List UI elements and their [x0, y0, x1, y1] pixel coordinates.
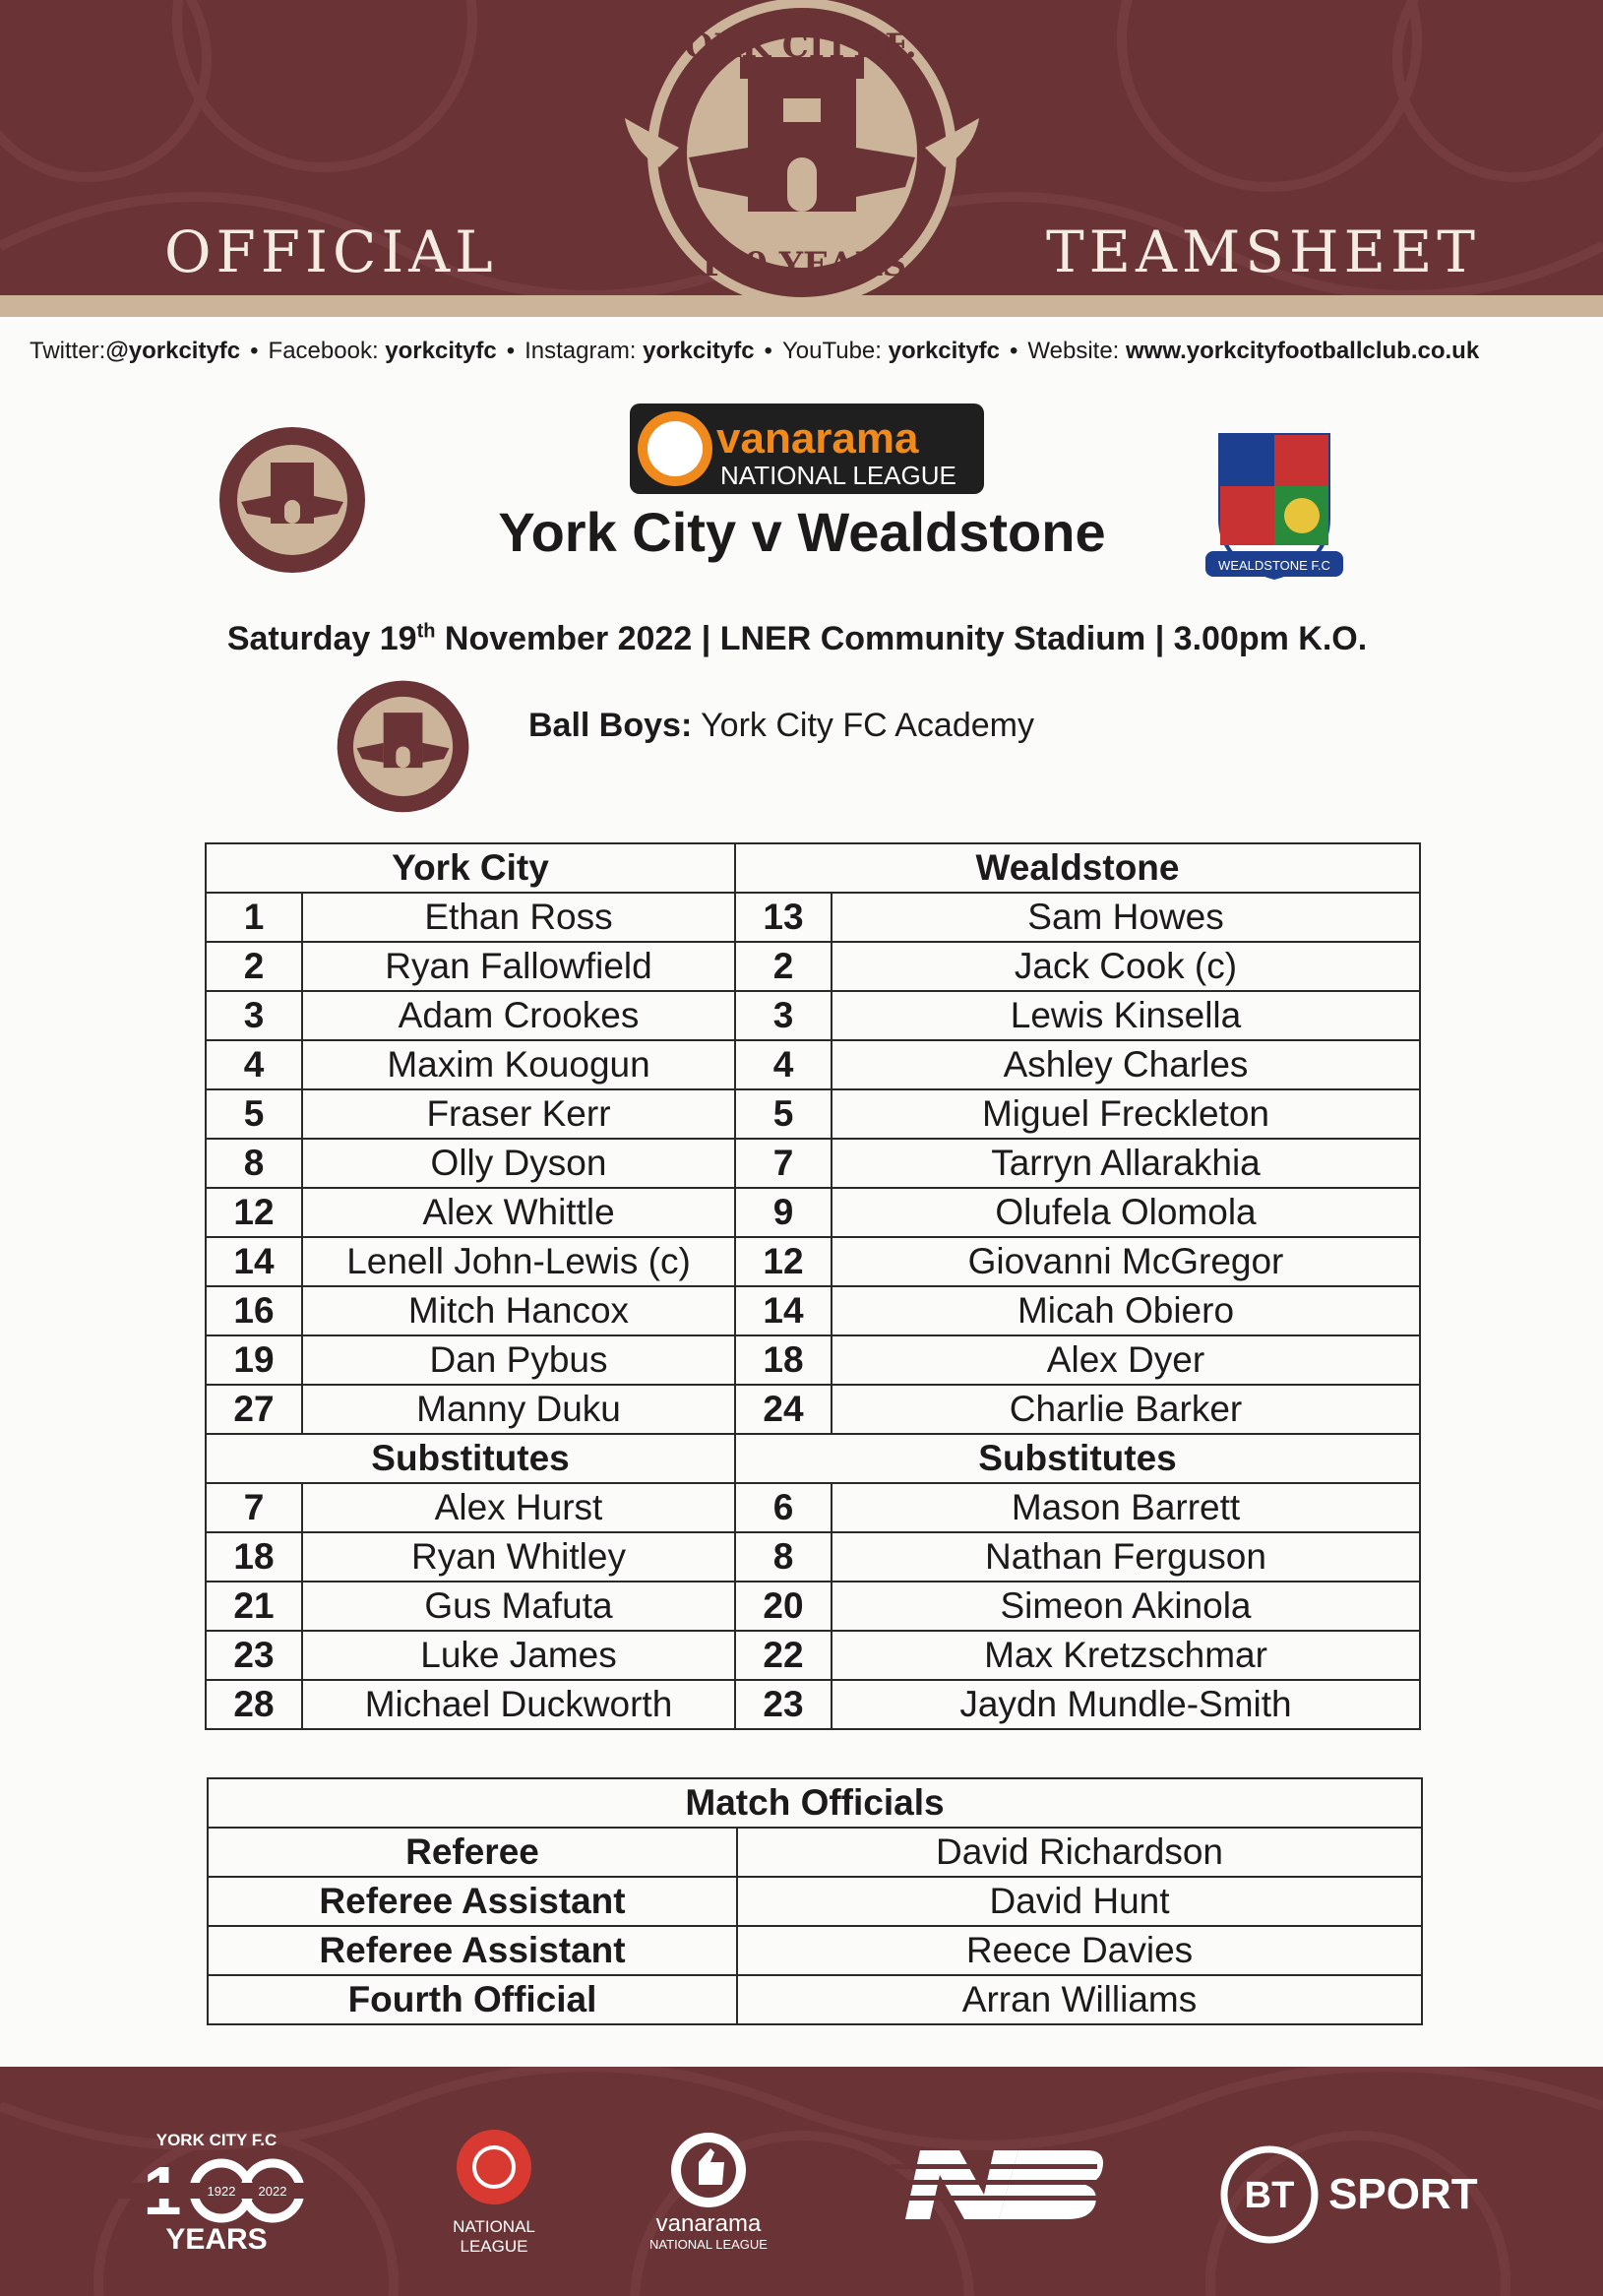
vanarama-footer-sub: NATIONAL LEAGUE	[649, 2237, 768, 2252]
away-sub-name: Simeon Akinola	[832, 1582, 1420, 1631]
match-venue: LNER Community Stadium	[719, 620, 1146, 657]
match-officials-table	[207, 1777, 1423, 2025]
vanarama-footer-name: vanarama	[655, 2210, 762, 2237]
match-date-rest: November 2022	[435, 620, 693, 657]
york-city-crest-large	[590, 0, 1014, 325]
home-player-number: 5	[206, 1089, 302, 1139]
website-label: Website:	[1027, 338, 1120, 364]
wealdstone-crest-text: WEALDSTONE F.C	[1218, 558, 1330, 573]
separator-dot: •	[764, 338, 772, 364]
home-player-number: 16	[206, 1286, 302, 1335]
home-player-number: 1	[206, 893, 302, 942]
home-sub-name: Ryan Whitley	[302, 1532, 735, 1582]
social-links-line	[30, 338, 1574, 371]
home-player-name: Adam Crookes	[302, 991, 735, 1040]
table-row	[206, 1335, 1420, 1385]
table-row	[208, 1828, 1422, 1877]
match-kickoff: 3.00pm K.O.	[1173, 620, 1368, 657]
ball-boys-label: Ball Boys:	[528, 707, 693, 744]
home-player-name: Maxim Kouogun	[302, 1040, 735, 1089]
away-player-number: 5	[735, 1089, 832, 1139]
table-row	[206, 1286, 1420, 1335]
home-sub-number: 28	[206, 1680, 302, 1729]
table-row	[208, 1975, 1422, 2024]
table-row	[206, 1040, 1420, 1089]
away-player-name: Tarryn Allarakhia	[832, 1139, 1420, 1188]
away-sub-name: Nathan Ferguson	[832, 1532, 1420, 1582]
home-player-number: 4	[206, 1040, 302, 1089]
bt-left-text: BT	[1244, 2175, 1295, 2216]
away-sub-name: Max Kretzschmar	[832, 1631, 1420, 1680]
away-player-number: 14	[735, 1286, 832, 1335]
home-sub-number: 23	[206, 1631, 302, 1680]
instagram-handle[interactable]: yorkcityfc	[643, 338, 755, 364]
away-player-number: 7	[735, 1139, 832, 1188]
table-row	[206, 1237, 1420, 1286]
away-sub-number: 22	[735, 1631, 832, 1680]
away-player-number: 3	[735, 991, 832, 1040]
home-substitutes-label: Substitutes	[206, 1434, 735, 1483]
table-row	[206, 991, 1420, 1040]
home-player-number: 8	[206, 1139, 302, 1188]
official-name: David Hunt	[737, 1877, 1422, 1926]
centenary-year-left: 1922	[207, 2184, 236, 2199]
home-player-number: 14	[206, 1237, 302, 1286]
separator-dot: •	[506, 338, 516, 364]
table-row	[206, 1188, 1420, 1237]
details-separator: |	[692, 620, 720, 657]
youtube-handle[interactable]: yorkcityfc	[888, 338, 1000, 364]
teams-header-row	[206, 843, 1420, 893]
website-link[interactable]: www.yorkcityfootballclub.co.uk	[1126, 338, 1480, 364]
vanarama-national-league-logo	[630, 403, 984, 494]
official-role: Referee Assistant	[208, 1877, 737, 1926]
vanarama-footer-logo	[640, 2131, 777, 2254]
home-player-number: 27	[206, 1385, 302, 1434]
match-officials-title: Match Officials	[208, 1778, 1422, 1828]
crest-bottom-text: 100 YEARS	[697, 245, 907, 284]
officials-header-row	[208, 1778, 1422, 1828]
table-row	[206, 1680, 1420, 1729]
crest-top-text: YORK CITY F.C	[660, 27, 944, 66]
home-sub-name: Luke James	[302, 1631, 735, 1680]
home-player-name: Manny Duku	[302, 1385, 735, 1434]
footer-band	[0, 2067, 1603, 2296]
national-league-logo	[448, 2126, 541, 2259]
away-player-name: Charlie Barker	[832, 1385, 1420, 1434]
away-player-number: 9	[735, 1188, 832, 1237]
away-player-name: Sam Howes	[832, 893, 1420, 942]
twitter-handle[interactable]: @yorkcityfc	[105, 338, 241, 364]
table-row	[206, 1089, 1420, 1139]
york-city-crest-ballboys	[330, 677, 477, 815]
table-row	[206, 893, 1420, 942]
home-player-name: Mitch Hancox	[302, 1286, 735, 1335]
national-league-line1: NATIONAL	[453, 2217, 535, 2236]
centenary-top-text: YORK CITY F.C	[155, 2131, 277, 2149]
instagram-label: Instagram:	[524, 338, 637, 364]
national-league-line2: LEAGUE	[460, 2237, 528, 2256]
table-row	[208, 1877, 1422, 1926]
match-day-suffix: th	[416, 620, 436, 643]
home-sub-number: 18	[206, 1532, 302, 1582]
home-sub-name: Michael Duckworth	[302, 1680, 735, 1729]
official-role: Fourth Official	[208, 1975, 737, 2024]
centenary-year-right: 2022	[258, 2184, 287, 2199]
table-row	[208, 1926, 1422, 1975]
header-teamsheet-word: TEAMSHEET	[1046, 218, 1480, 285]
home-player-name: Ryan Fallowfield	[302, 942, 735, 991]
official-name: Reece Davies	[737, 1926, 1422, 1975]
away-player-name: Jack Cook (c)	[832, 942, 1420, 991]
away-player-name: Lewis Kinsella	[832, 991, 1420, 1040]
official-role: Referee Assistant	[208, 1926, 737, 1975]
away-player-number: 2	[735, 942, 832, 991]
separator-dot: •	[1010, 338, 1018, 364]
official-role: Referee	[208, 1828, 737, 1877]
home-player-name: Dan Pybus	[302, 1335, 735, 1385]
wealdstone-crest	[1201, 425, 1348, 588]
home-team-name: York City	[206, 843, 735, 893]
away-player-name: Giovanni McGregor	[832, 1237, 1420, 1286]
bt-sport-logo	[1220, 2145, 1486, 2244]
away-player-number: 24	[735, 1385, 832, 1434]
centenary-bottom-text: YEARS	[165, 2223, 268, 2254]
away-player-name: Alex Dyer	[832, 1335, 1420, 1385]
youtube-label: YouTube:	[781, 338, 882, 364]
official-name: Arran Williams	[737, 1975, 1422, 2024]
vanarama-sub-text: NATIONAL LEAGUE	[720, 461, 956, 490]
away-sub-number: 6	[735, 1483, 832, 1532]
centenary-logo	[103, 2126, 330, 2254]
away-player-name: Olufela Olomola	[832, 1188, 1420, 1237]
away-team-name: Wealdstone	[735, 843, 1420, 893]
home-player-name: Alex Whittle	[302, 1188, 735, 1237]
home-player-number: 12	[206, 1188, 302, 1237]
new-balance-logo	[891, 2141, 1107, 2229]
away-sub-number: 23	[735, 1680, 832, 1729]
twitter-label: Twitter:	[30, 338, 106, 364]
match-day: Saturday 19	[226, 620, 417, 657]
ball-boys-line	[528, 707, 1034, 745]
home-player-name: Ethan Ross	[302, 893, 735, 942]
official-name: David Richardson	[737, 1828, 1422, 1877]
home-player-number: 2	[206, 942, 302, 991]
away-player-number: 18	[735, 1335, 832, 1385]
vanarama-brand-text: vanarama	[716, 414, 919, 463]
details-separator: |	[1145, 620, 1174, 657]
bt-right-text: SPORT	[1328, 2170, 1478, 2218]
home-sub-number: 7	[206, 1483, 302, 1532]
away-sub-number: 20	[735, 1582, 832, 1631]
home-player-name: Olly Dyson	[302, 1139, 735, 1188]
home-player-number: 3	[206, 991, 302, 1040]
table-row	[206, 1532, 1420, 1582]
facebook-label: Facebook:	[268, 338, 379, 364]
away-player-name: Miguel Freckleton	[832, 1089, 1420, 1139]
table-row	[206, 1582, 1420, 1631]
teams-table	[205, 842, 1421, 1730]
away-sub-name: Jaydn Mundle-Smith	[832, 1680, 1420, 1729]
away-player-number: 4	[735, 1040, 832, 1089]
table-row	[206, 1631, 1420, 1680]
facebook-handle[interactable]: yorkcityfc	[385, 338, 497, 364]
table-row	[206, 1385, 1420, 1434]
away-player-number: 13	[735, 893, 832, 942]
table-row	[206, 1483, 1420, 1532]
home-sub-name: Gus Mafuta	[302, 1582, 735, 1631]
york-city-crest-small	[212, 423, 374, 576]
home-player-name: Fraser Kerr	[302, 1089, 735, 1139]
home-sub-number: 21	[206, 1582, 302, 1631]
away-player-name: Ashley Charles	[832, 1040, 1420, 1089]
home-sub-name: Alex Hurst	[302, 1483, 735, 1532]
away-substitutes-label: Substitutes	[735, 1434, 1420, 1483]
away-player-name: Micah Obiero	[832, 1286, 1420, 1335]
away-sub-name: Mason Barrett	[832, 1483, 1420, 1532]
separator-dot: •	[250, 338, 259, 364]
table-row	[206, 942, 1420, 991]
match-details	[138, 620, 1456, 658]
match-title: York City v Wealdstone	[498, 501, 1106, 563]
table-row	[206, 1139, 1420, 1188]
substitutes-header-row	[206, 1434, 1420, 1483]
ball-boys-value: York City FC Academy	[701, 707, 1034, 744]
home-player-number: 19	[206, 1335, 302, 1385]
away-sub-number: 8	[735, 1532, 832, 1582]
header-official-word: OFFICIAL	[164, 218, 498, 285]
away-player-number: 12	[735, 1237, 832, 1286]
home-player-name: Lenell John-Lewis (c)	[302, 1237, 735, 1286]
